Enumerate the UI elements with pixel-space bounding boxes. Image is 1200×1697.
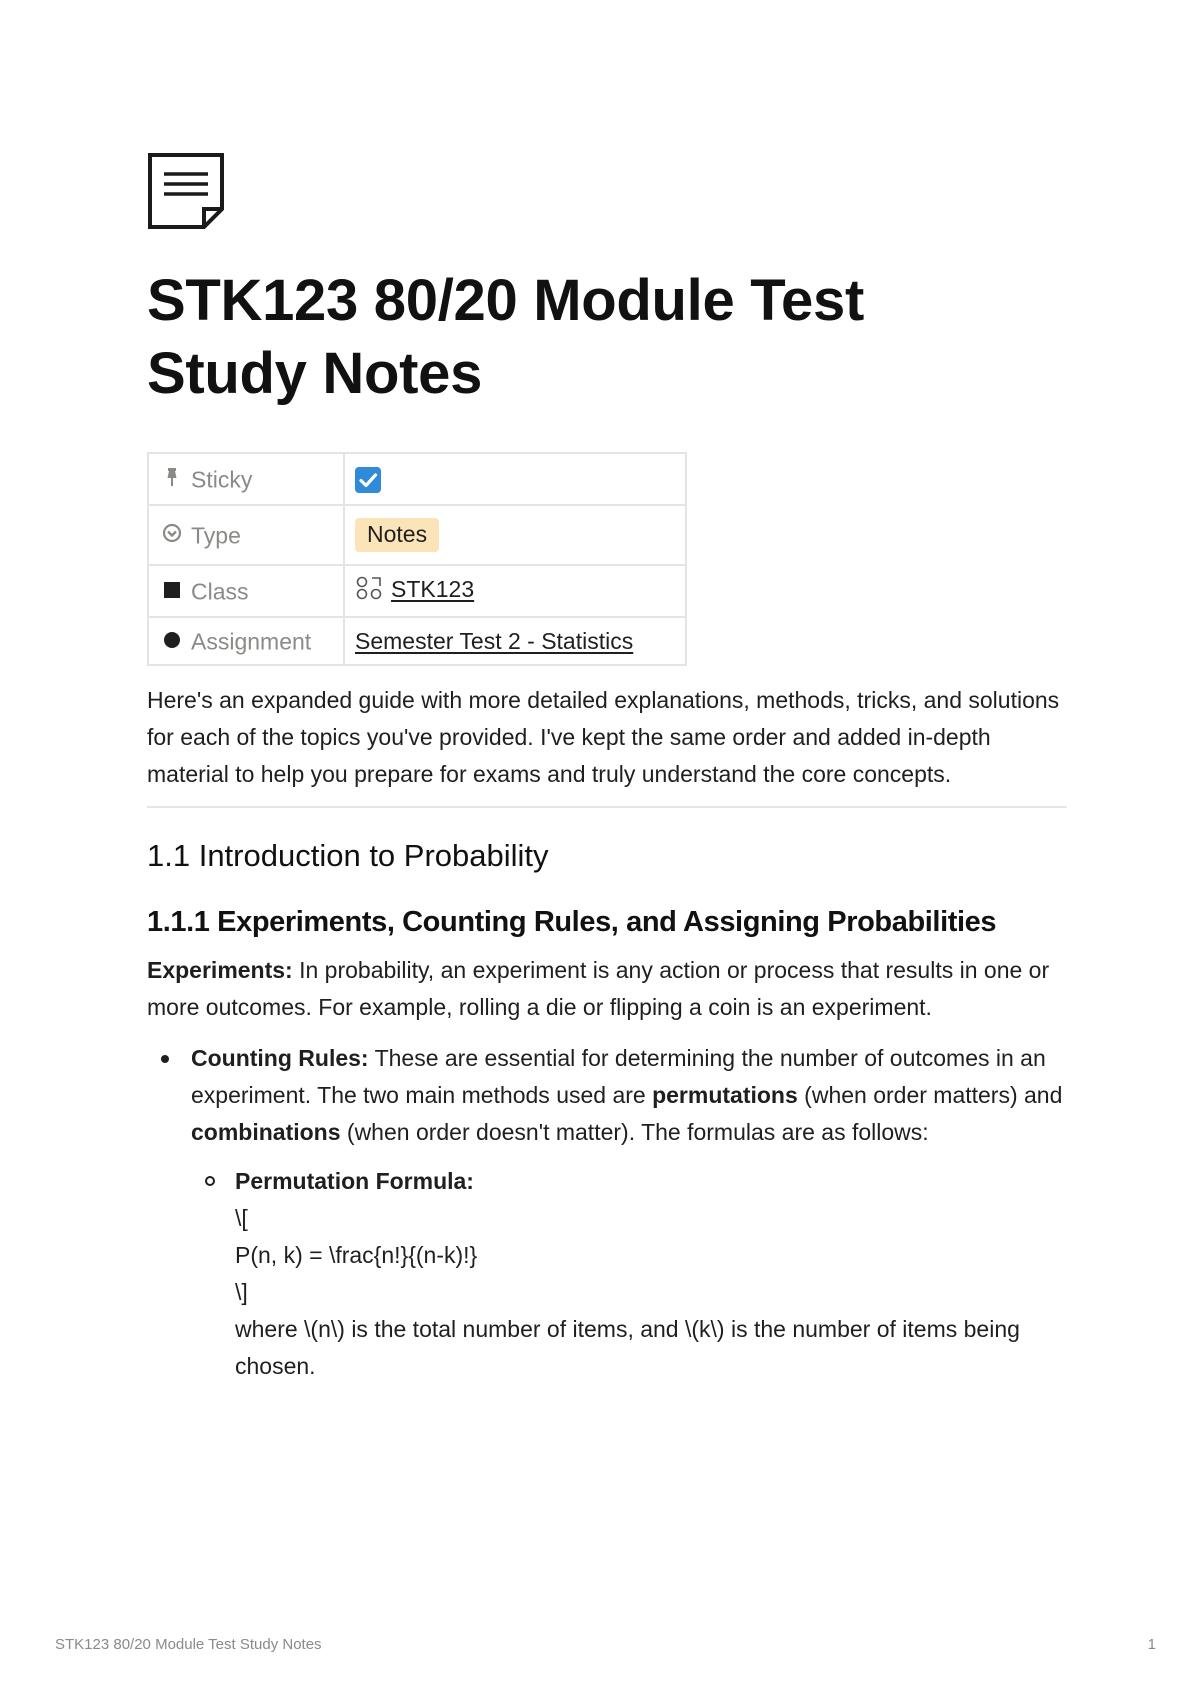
property-key-class	[148, 565, 344, 617]
list-item-permutation-formula	[235, 1163, 1067, 1385]
type-tag[interactable]: Notes	[355, 518, 439, 552]
counting-text-1: These are essential for determining the number of outcomes in an experiment. The two main methods used are	[191, 1045, 1046, 1108]
formula-line-1: \[	[235, 1205, 248, 1231]
property-row-type	[148, 505, 686, 565]
formula-line-2: P(n, k) = \frac{n!}{(n-k)!}	[235, 1242, 478, 1268]
sub-bullet-list	[191, 1163, 1067, 1385]
checkmark-icon	[355, 467, 381, 493]
document-note-icon	[147, 152, 227, 230]
select-icon	[161, 522, 183, 549]
permutations-word: permutations	[652, 1082, 798, 1108]
property-value-assignment[interactable]	[344, 617, 686, 665]
experiments-text: In probability, an experiment is any action or process that results in one or more outcomes. For example, rolling a die or flipping a coin is an experiment.	[147, 957, 1050, 1020]
property-label-class: Class	[191, 578, 249, 605]
circle-icon	[161, 628, 183, 655]
pin-icon	[161, 466, 183, 493]
page-title-line1: STK123 80/20 Module Test	[147, 268, 864, 333]
property-key-sticky	[148, 453, 344, 505]
counting-text-2: (when order matters) and	[797, 1082, 1063, 1108]
property-row-class	[148, 565, 686, 617]
experiments-paragraph	[147, 952, 1067, 1026]
bullet-list	[147, 1040, 1067, 1385]
sticky-checkbox[interactable]	[355, 467, 381, 493]
square-icon	[161, 578, 183, 605]
page-number: 1	[1147, 1636, 1156, 1653]
divider	[147, 806, 1067, 808]
permutation-label: Permutation Formula:	[235, 1168, 474, 1194]
assignment-link[interactable]: Semester Test 2 - Statistics	[355, 627, 634, 654]
counting-text-3: (when order doesn't matter). The formulas are as follows:	[340, 1119, 929, 1145]
section-heading: 1.1 Introduction to Probability	[147, 838, 549, 873]
property-row-assignment	[148, 617, 686, 665]
property-value-class[interactable]	[344, 565, 686, 617]
class-link[interactable]: STK123	[391, 576, 475, 603]
list-item-counting-rules	[191, 1040, 1067, 1385]
property-label-assignment: Assignment	[191, 628, 312, 655]
property-value-type[interactable]	[344, 505, 686, 565]
property-row-sticky	[148, 453, 686, 505]
page-title-line2: Study Notes	[147, 341, 483, 406]
property-key-assignment	[148, 617, 344, 665]
shapes-icon	[355, 575, 383, 607]
property-key-type	[148, 505, 344, 565]
page-title	[147, 264, 1067, 410]
subsection-heading: 1.1.1 Experiments, Counting Rules, and Assigning Probabilities	[147, 906, 997, 938]
property-value-sticky[interactable]	[344, 453, 686, 505]
formula-line-3: \]	[235, 1279, 248, 1305]
experiments-label: Experiments:	[147, 957, 293, 983]
combinations-word: combinations	[191, 1119, 341, 1145]
counting-label: Counting Rules:	[191, 1045, 369, 1071]
document-page	[147, 152, 1067, 1385]
intro-paragraph: Here's an expanded guide with more detailed explanations, methods, tricks, and solutions for each of the topics you've provided. I've kept the same order and added in-depth material to help you prepare for exams and truly understand the core concepts.	[147, 687, 1060, 787]
formula-explanation: where \(n\) is the total number of items, and \(k\) is the number of items being chosen.	[235, 1316, 1020, 1379]
property-label-type: Type	[191, 522, 241, 549]
footer-title: STK123 80/20 Module Test Study Notes	[55, 1636, 322, 1653]
property-label-sticky: Sticky	[191, 466, 253, 493]
properties-table	[147, 452, 687, 666]
